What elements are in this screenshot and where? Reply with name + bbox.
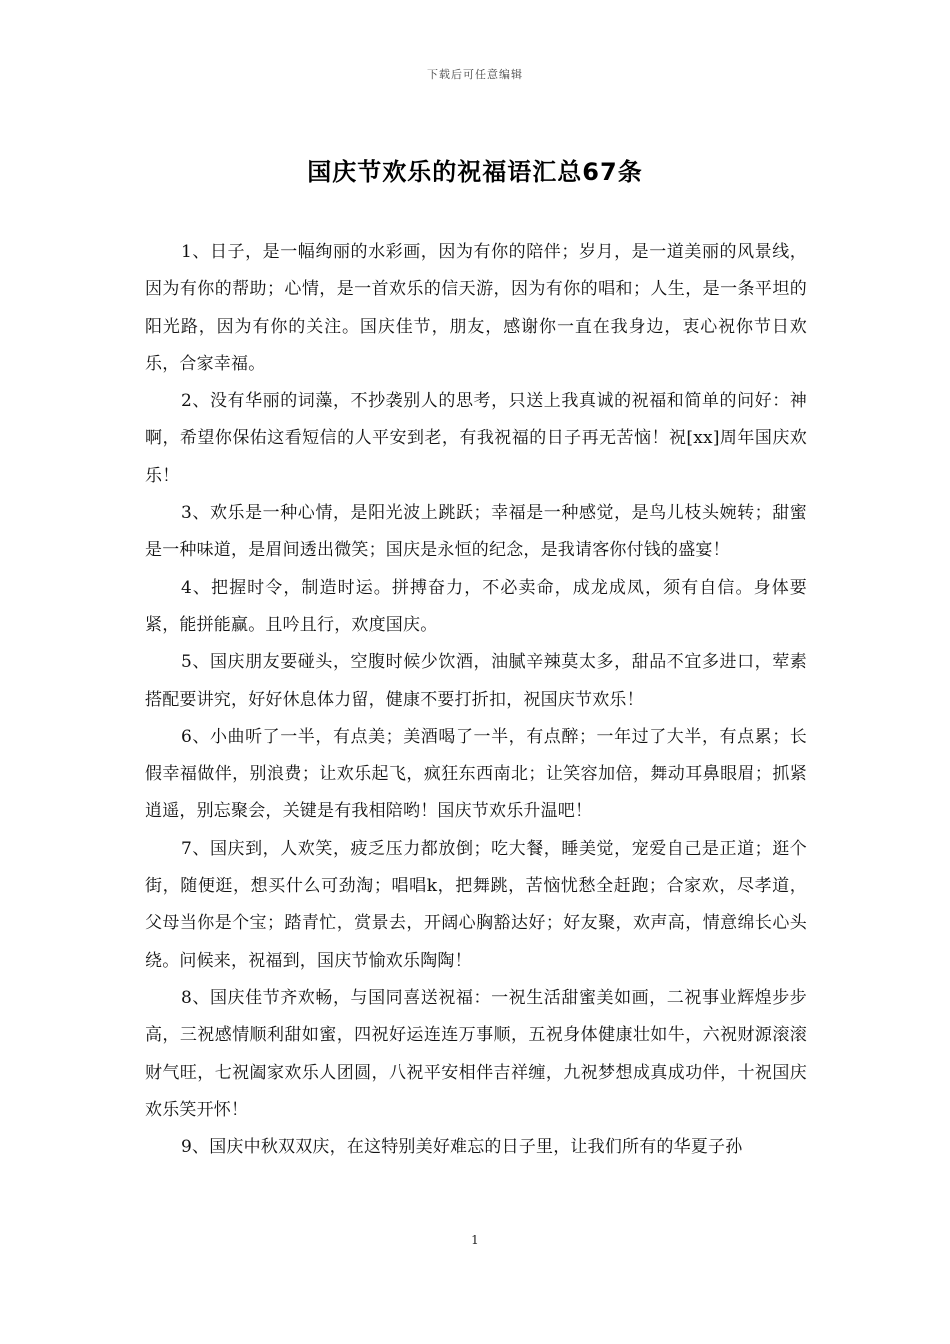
paragraph-8: 8、国庆佳节齐欢畅，与国同喜送祝福：一祝生活甜蜜美如画，二祝事业辉煌步步高，三祝感情顺利甜如蜜，四祝好运连连万事顺，五祝身体健康壮如牛，六祝财源滚滚财气旺，七祝阖家欢乐人团圆，八祝平安相伴吉祥缠，九祝梦想成真成功伴，十祝国庆欢乐笑开怀！ xyxy=(145,987,807,1120)
paragraph-2: 2、没有华丽的词藻，不抄袭别人的思考，只送上我真诚的祝福和简单的问好：神啊，希望你保佑这看短信的人平安到老，有我祝福的日子再无苦恼！祝[xx]周年国庆欢乐！ xyxy=(145,391,807,486)
paragraph-5: 5、国庆朋友要碰头，空腹时候少饮酒，油腻辛辣莫太多，甜品不宜多进口，荤素搭配要讲究，好好休息体力留，健康不要打折扣，祝国庆节欢乐！ xyxy=(145,652,807,710)
paragraph-4: 4、把握时令，制造时运。拼搏奋力，不必卖命，成龙成凤，须有自信。身体要紧，能拼能赢。且吟且行，欢度国庆。 xyxy=(145,577,807,635)
header-note: 下载后可任意编辑 xyxy=(427,68,523,81)
paragraph-6: 6、小曲听了一半，有点美；美酒喝了一半，有点醉；一年过了大半，有点累；长假幸福做伴，别浪费；让欢乐起飞，疯狂东西南北；让笑容加倍，舞动耳鼻眼眉；抓紧逍遥，别忘聚会，关键是有我相陪哟！国庆节欢乐升温吧！ xyxy=(145,726,807,822)
page-number: 1 xyxy=(471,1233,479,1247)
document-body xyxy=(145,234,807,1166)
paragraph-9: 9、国庆中秋双双庆，在这特别美好难忘的日子里，让我们所有的华夏子孙 xyxy=(181,1137,743,1158)
paragraph-7: 7、国庆到，人欢笑，疲乏压力都放倒；吃大餐，睡美觉，宠爱自己是正道；逛个街，随便逛，想买什么可劲淘；唱唱k，把舞跳，苦恼忧愁全赶跑；合家欢，尽孝道，父母当你是个宝；踏青忙，赏景去，开阔心胸豁达好；好友聚，欢声高，情意绵长心头绕。问候来，祝福到，国庆节愉欢乐陶陶！ xyxy=(145,838,807,971)
paragraph-1: 1、日子，是一幅绚丽的水彩画，因为有你的陪伴；岁月，是一道美丽的风景线，因为有你的帮助；心情，是一首欢乐的信天游，因为有你的唱和；人生，是一条平坦的阳光路，因为有你的关注。国庆佳节，朋友，感谢你一直在我身边，衷心祝你节日欢乐，合家幸福。 xyxy=(145,242,807,374)
page-title: 国庆节欢乐的祝福语汇总67条 xyxy=(307,158,643,186)
paragraph-3: 3、欢乐是一种心情，是阳光波上跳跃；幸福是一种感觉，是鸟儿枝头婉转；甜蜜是一种味道，是眉间透出微笑；国庆是永恒的纪念，是我请客你付钱的盛宴！ xyxy=(145,503,807,561)
